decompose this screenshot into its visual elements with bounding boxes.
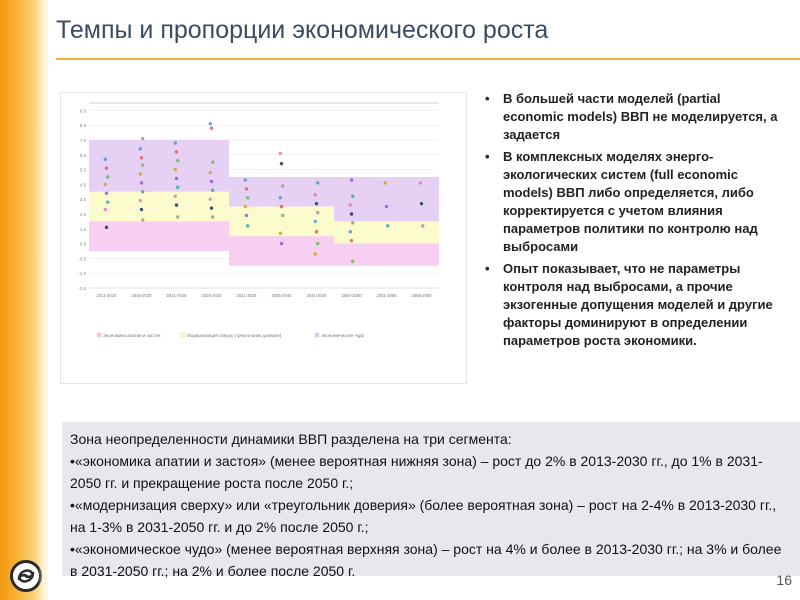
y-tick-label: 0.5 [79,241,86,247]
data-point [351,221,354,224]
data-point [316,211,319,214]
bullet-item: • В большей части моделей (partial economic models) ВВП не моделируется, а задается [483,90,783,144]
data-point [280,242,283,245]
x-tick-label: 2046-2050 [341,293,362,298]
y-tick-label: 1.5 [79,226,86,232]
data-point [210,126,213,129]
data-point [279,152,282,155]
data-point [140,156,143,159]
x-tick-label: 2021-2025 [166,293,187,298]
x-tick-label: 2011-2015 [96,293,117,298]
data-point [351,195,354,198]
data-point [140,208,143,211]
data-point [209,122,212,125]
data-point [141,163,144,166]
data-point [349,230,352,233]
legend-label: Модернизация сверху (треугольник доверия) [187,333,282,338]
data-point [106,200,109,203]
data-point [141,190,144,193]
data-point [351,260,354,263]
data-point [176,159,179,162]
data-point [246,196,249,199]
data-point [279,232,282,235]
data-point [106,175,109,178]
chart-container [60,92,467,384]
bullet-item: • В комплексных моделях энерго-экологических систем (full economic models) ВВП либо определяется, либо корректируется с учетом влияния параметров политики по контролю над выбросами [483,148,783,256]
data-point [140,181,143,184]
y-tick-label: 7.5 [79,138,86,143]
page-number: 16 [776,572,792,588]
data-point [245,187,248,190]
legend-swatch [315,333,319,337]
y-tick-label: 5.5 [79,167,86,173]
data-point [104,183,107,186]
x-tick-label: 2056-2060 [411,293,432,298]
data-point [175,177,178,180]
data-point [350,212,353,215]
data-point [104,158,107,161]
data-point [419,181,422,184]
data-point [174,141,177,144]
x-tick-label: 2041-2045 [306,293,327,298]
y-tick-label: 4.5 [79,182,86,188]
y-tick-label: 3.5 [79,197,86,203]
data-point [139,199,142,202]
legend-swatch [97,333,101,337]
data-point [315,202,318,205]
data-point [211,161,214,164]
x-tick-label: 2031-2035 [236,293,257,298]
data-point [176,186,179,189]
legend-swatch [181,333,185,337]
x-tick-label: 2026-2030 [201,293,222,298]
uncertainty-note [62,422,800,579]
y-tick-label: -0.5 [78,256,86,262]
legend-label: Экономическое чудо [321,333,365,338]
data-point [350,178,353,181]
data-point [105,166,108,169]
data-point [141,137,144,140]
data-point [246,224,249,227]
data-point [281,214,284,217]
title-divider [56,58,800,60]
data-point [384,181,387,184]
y-tick-label: -2.5 [78,286,86,291]
data-point [315,230,318,233]
data-point [174,168,177,171]
data-point [314,193,317,196]
data-point [314,220,317,223]
data-point [280,162,283,165]
page-title: Темпы и пропорции экономического роста [56,16,549,44]
decorative-sidebar [0,0,48,600]
data-point [421,224,424,227]
y-tick-label: 6.5 [79,152,86,158]
logo-icon [10,560,42,592]
data-point [211,189,214,192]
data-point [174,195,177,198]
data-point [386,224,389,227]
data-point [210,180,213,183]
x-tick-label: 2051-2055 [376,293,397,298]
data-point [281,184,284,187]
x-tick-label: 2016-2020 [131,293,152,298]
data-point [349,203,352,206]
data-point [316,181,319,184]
data-point [211,215,214,218]
bullet-item: • Опыт показывает, что не параметры контроля над выбросами, а прочие экзогенные допущения моделей и другие факторы доминируют в определении параметров роста экономики. [483,260,783,350]
data-point [350,239,353,242]
data-point [139,172,142,175]
y-tick-label: 9.5 [79,108,86,114]
note-heading: Зона неопределенности динамики ВВП разделена на три сегмента: [70,431,512,447]
data-point [279,196,282,199]
data-point [245,214,248,217]
y-tick-label: 8.5 [79,123,86,129]
data-point [244,178,247,181]
x-tick-label: 2036-2040 [271,293,292,298]
data-point [244,205,247,208]
note-item: •«модернизация сверху» или «треугольник доверия» (более вероятная зона) – рост на 2-4% в 2013-2030 гг., на 1-3% в 2031-2050 гг. и до 2% после 2050 г.; [70,497,777,535]
data-point [176,215,179,218]
data-point [385,205,388,208]
data-point [420,202,423,205]
data-point [209,198,212,201]
note-item: •«экономическое чудо» (менее вероятная верхняя зона) – рост на 4% и более в 2013-2030 гг.; на 3% и более в 2031-2050 гг.; на 2% и более после 2050 г. [70,541,782,579]
gdp-growth-chart [61,93,466,383]
data-point [314,252,317,255]
bullet-list [483,90,783,354]
data-point [280,205,283,208]
zone-band [89,221,229,251]
data-point [209,171,212,174]
data-point [141,218,144,221]
data-point [175,203,178,206]
data-point [175,150,178,153]
data-point [316,242,319,245]
zone-band [229,236,334,266]
note-item: •«экономика апатии и застоя» (менее вероятная нижняя зона) – рост до 2% в 2013-2030 гг., до 1% в 2031-2050 гг. и прекращение роста после 2050 г.; [70,453,763,491]
zone-band [89,192,229,222]
legend-label: Экономика апатии и застоя [103,333,161,338]
data-point [210,206,213,209]
data-point [105,192,108,195]
data-point [139,147,142,150]
logo-mark-icon [15,565,37,587]
y-tick-label: -1.5 [78,271,86,277]
data-point [105,226,108,229]
zone-band [89,140,229,192]
data-point [104,208,107,211]
zone-band [334,244,439,266]
y-tick-label: 2.5 [79,212,86,217]
